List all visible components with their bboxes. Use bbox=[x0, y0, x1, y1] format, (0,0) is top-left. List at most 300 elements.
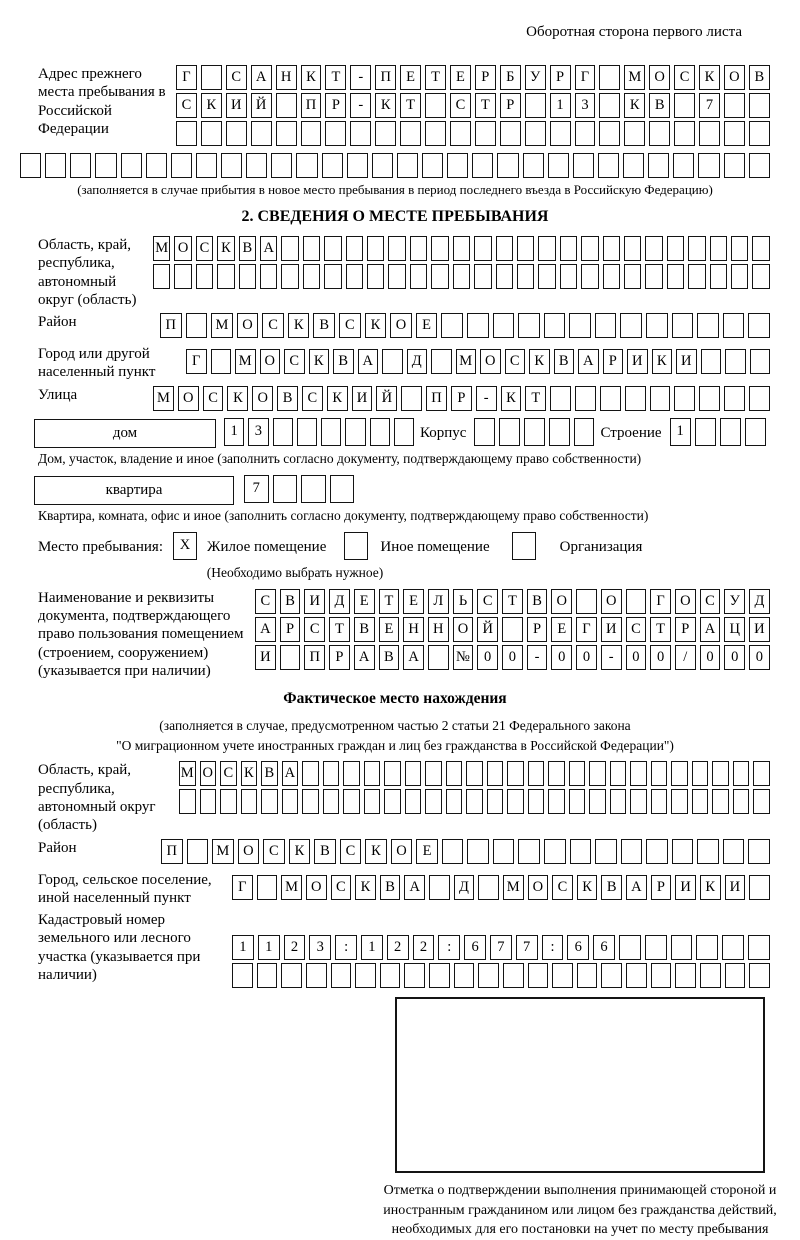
char-cell: К bbox=[624, 93, 645, 118]
char-cell bbox=[671, 761, 688, 786]
char-cell: 2 bbox=[413, 935, 435, 960]
char-cell bbox=[651, 963, 672, 988]
prev-address-row-3 bbox=[176, 121, 770, 146]
field-oblast bbox=[20, 236, 770, 309]
char-cell bbox=[525, 93, 546, 118]
char-cell: 2 bbox=[284, 935, 306, 960]
char-cell: О bbox=[237, 313, 259, 338]
char-cell bbox=[626, 589, 647, 614]
char-cell: Г bbox=[650, 589, 671, 614]
char-cell bbox=[688, 264, 705, 289]
stroenie-cells bbox=[670, 418, 766, 446]
char-cell bbox=[621, 839, 643, 864]
char-cell bbox=[753, 789, 770, 814]
char-cell bbox=[581, 236, 598, 261]
char-cell bbox=[347, 153, 368, 178]
char-cell bbox=[573, 153, 594, 178]
char-cell bbox=[425, 789, 442, 814]
char-cell bbox=[576, 589, 597, 614]
char-cell bbox=[648, 153, 669, 178]
char-cell bbox=[649, 121, 670, 146]
char-cell bbox=[701, 349, 722, 374]
char-cell: О bbox=[724, 65, 745, 90]
oblast-label: Область, край, республика, автономный округ (область) bbox=[38, 237, 137, 308]
char-cell: О bbox=[649, 65, 670, 90]
char-cell: О bbox=[601, 589, 622, 614]
char-cell bbox=[624, 121, 645, 146]
field-gorod bbox=[20, 345, 770, 382]
char-cell: А bbox=[251, 65, 272, 90]
char-cell bbox=[725, 349, 746, 374]
char-cell: : bbox=[335, 935, 357, 960]
char-cell: В bbox=[554, 349, 575, 374]
char-cell bbox=[733, 789, 750, 814]
char-cell: И bbox=[352, 386, 373, 411]
char-cell bbox=[723, 839, 745, 864]
char-cell: О bbox=[174, 236, 191, 261]
char-cell bbox=[549, 418, 570, 446]
char-cell bbox=[646, 313, 668, 338]
char-cell bbox=[720, 418, 741, 446]
fact-oblast-row-1 bbox=[179, 761, 770, 786]
char-cell bbox=[429, 875, 450, 900]
char-cell: Р bbox=[329, 645, 350, 670]
dom-box: дом bbox=[34, 419, 216, 448]
char-cell: М bbox=[503, 875, 524, 900]
char-cell: О bbox=[260, 349, 281, 374]
char-cell: А bbox=[354, 645, 375, 670]
checkbox-organizatsiya bbox=[512, 532, 536, 560]
char-cell: К bbox=[309, 349, 330, 374]
char-cell bbox=[431, 264, 448, 289]
char-cell bbox=[672, 839, 694, 864]
char-cell bbox=[446, 789, 463, 814]
char-cell: 1 bbox=[258, 935, 280, 960]
char-cell bbox=[548, 153, 569, 178]
char-cell: Г bbox=[575, 65, 596, 90]
char-cell bbox=[671, 789, 688, 814]
char-cell bbox=[712, 789, 729, 814]
char-cell: С bbox=[700, 589, 721, 614]
char-cell: И bbox=[749, 617, 770, 642]
char-cell: М bbox=[281, 875, 302, 900]
gorod-label: Город или другой населенный пункт bbox=[38, 346, 156, 381]
char-cell bbox=[303, 236, 320, 261]
korpus-cells bbox=[474, 418, 594, 446]
char-cell: 7 bbox=[244, 475, 269, 503]
char-cell bbox=[431, 236, 448, 261]
char-row bbox=[20, 153, 770, 179]
char-cell bbox=[575, 121, 596, 146]
char-cell bbox=[496, 236, 513, 261]
char-cell bbox=[696, 935, 718, 960]
char-cell: Б bbox=[500, 65, 521, 90]
char-cell: А bbox=[255, 617, 276, 642]
char-cell: В bbox=[649, 93, 670, 118]
char-cell bbox=[95, 153, 116, 178]
char-cell bbox=[260, 264, 277, 289]
field-kadastr bbox=[20, 911, 770, 991]
char-cell: Р bbox=[550, 65, 571, 90]
char-cell bbox=[673, 153, 694, 178]
char-cell: О bbox=[252, 386, 273, 411]
char-cell: К bbox=[327, 386, 348, 411]
char-cell: К bbox=[201, 93, 222, 118]
char-cell bbox=[599, 121, 620, 146]
checkbox-inoe bbox=[344, 532, 368, 560]
char-cell: В bbox=[314, 839, 336, 864]
char-cell: Е bbox=[379, 617, 400, 642]
char-cell: К bbox=[355, 875, 376, 900]
field-kvartira bbox=[20, 475, 770, 506]
char-cell bbox=[397, 153, 418, 178]
char-cell: К bbox=[501, 386, 522, 411]
char-cell: Д bbox=[329, 589, 350, 614]
char-cell bbox=[257, 963, 278, 988]
char-cell bbox=[544, 313, 566, 338]
char-cell bbox=[712, 761, 729, 786]
char-cell bbox=[499, 418, 520, 446]
char-cell bbox=[651, 789, 668, 814]
char-cell bbox=[671, 935, 693, 960]
char-cell bbox=[301, 475, 326, 503]
char-cell bbox=[487, 789, 504, 814]
char-cell bbox=[748, 935, 770, 960]
char-cell: Е bbox=[551, 617, 572, 642]
char-cell bbox=[400, 121, 421, 146]
char-cell bbox=[382, 349, 403, 374]
char-cell bbox=[271, 153, 292, 178]
char-cell bbox=[493, 839, 515, 864]
char-cell bbox=[667, 236, 684, 261]
char-cell: Ь bbox=[453, 589, 474, 614]
char-cell bbox=[251, 121, 272, 146]
char-cell bbox=[710, 236, 727, 261]
char-cell bbox=[599, 65, 620, 90]
char-cell bbox=[749, 153, 770, 178]
char-cell bbox=[675, 963, 696, 988]
char-cell: В bbox=[277, 386, 298, 411]
char-cell bbox=[610, 789, 627, 814]
char-cell: К bbox=[699, 65, 720, 90]
mesto-note: (Необходимо выбрать нужное) bbox=[206, 564, 384, 580]
char-cell: 0 bbox=[626, 645, 647, 670]
char-cell bbox=[282, 789, 299, 814]
char-cell bbox=[344, 532, 368, 560]
char-cell: П bbox=[426, 386, 447, 411]
char-cell: С bbox=[176, 93, 197, 118]
fact-gorod-label: Город, сельское поселение, иной населенный пункт bbox=[38, 871, 212, 906]
kvartira-cells bbox=[244, 475, 354, 503]
char-cell bbox=[503, 963, 524, 988]
char-cell: С bbox=[262, 313, 284, 338]
char-cell bbox=[370, 418, 390, 446]
char-cell bbox=[323, 761, 340, 786]
char-cell bbox=[674, 386, 695, 411]
char-cell: И bbox=[725, 875, 746, 900]
char-cell bbox=[196, 264, 213, 289]
char-cell bbox=[467, 839, 489, 864]
fact-raion-label: Район bbox=[38, 839, 77, 856]
char-cell: 0 bbox=[576, 645, 597, 670]
char-cell bbox=[722, 935, 744, 960]
char-cell: Е bbox=[354, 589, 375, 614]
char-cell: 6 bbox=[567, 935, 589, 960]
kvartira-box: квартира bbox=[34, 476, 234, 505]
char-cell: С bbox=[505, 349, 526, 374]
char-cell: Н bbox=[428, 617, 449, 642]
prev-address-row-2 bbox=[176, 93, 770, 118]
char-cell bbox=[496, 264, 513, 289]
char-cell: : bbox=[438, 935, 460, 960]
char-cell bbox=[550, 386, 571, 411]
char-cell bbox=[512, 532, 536, 560]
char-cell bbox=[171, 153, 192, 178]
section2-title: 2. СВЕДЕНИЯ О МЕСТЕ ПРЕБЫВАНИЯ bbox=[241, 208, 549, 225]
char-cell bbox=[324, 264, 341, 289]
page-side-note: Оборотная сторона первого листа bbox=[526, 24, 742, 40]
char-cell bbox=[257, 875, 278, 900]
char-cell bbox=[724, 386, 745, 411]
char-cell bbox=[281, 963, 302, 988]
char-cell bbox=[538, 264, 555, 289]
char-cell: П bbox=[160, 313, 182, 338]
fact-oblast-row-2 bbox=[179, 789, 770, 814]
char-cell bbox=[507, 761, 524, 786]
char-cell: Г bbox=[176, 65, 197, 90]
char-cell bbox=[570, 839, 592, 864]
char-cell: О bbox=[551, 589, 572, 614]
char-cell: Т bbox=[325, 65, 346, 90]
char-cell bbox=[241, 789, 258, 814]
char-cell bbox=[325, 121, 346, 146]
char-cell: А bbox=[282, 761, 299, 786]
char-cell: К bbox=[529, 349, 550, 374]
char-cell: 6 bbox=[464, 935, 486, 960]
char-cell: К bbox=[375, 93, 396, 118]
char-cell bbox=[372, 153, 393, 178]
char-cell bbox=[699, 121, 720, 146]
char-cell: С bbox=[302, 386, 323, 411]
char-cell bbox=[422, 153, 443, 178]
char-cell bbox=[731, 264, 748, 289]
char-cell bbox=[507, 789, 524, 814]
char-cell: Д bbox=[749, 589, 770, 614]
char-cell bbox=[603, 264, 620, 289]
char-cell: У bbox=[724, 589, 745, 614]
char-cell bbox=[187, 839, 209, 864]
char-cell bbox=[725, 963, 746, 988]
char-cell bbox=[569, 313, 591, 338]
char-cell: К bbox=[365, 839, 387, 864]
prev-address-note: (заполняется в случае прибытия в новое место пребывания в период последнего въезда в Российскую Федерацию) bbox=[77, 182, 713, 197]
char-cell: С bbox=[552, 875, 573, 900]
char-cell: Д bbox=[407, 349, 428, 374]
char-cell: 0 bbox=[551, 645, 572, 670]
char-cell: М bbox=[456, 349, 477, 374]
char-cell: Е bbox=[400, 65, 421, 90]
char-cell: Р bbox=[280, 617, 301, 642]
char-cell: Т bbox=[475, 93, 496, 118]
char-cell: С bbox=[220, 761, 237, 786]
char-cell: К bbox=[289, 839, 311, 864]
char-cell bbox=[548, 789, 565, 814]
checkbox-zhiloe bbox=[173, 532, 197, 560]
field-fact-raion bbox=[20, 839, 770, 867]
char-cell bbox=[528, 789, 545, 814]
char-cell: М bbox=[624, 65, 645, 90]
raion-row bbox=[160, 313, 770, 338]
char-cell bbox=[306, 963, 327, 988]
char-cell bbox=[220, 789, 237, 814]
char-cell: И bbox=[627, 349, 648, 374]
char-cell bbox=[303, 264, 320, 289]
char-cell bbox=[466, 761, 483, 786]
char-cell: С bbox=[196, 236, 213, 261]
char-cell: И bbox=[676, 349, 697, 374]
char-cell bbox=[401, 386, 422, 411]
char-cell: 1 bbox=[224, 418, 244, 446]
char-cell: Е bbox=[450, 65, 471, 90]
char-cell bbox=[221, 153, 242, 178]
char-cell bbox=[692, 761, 709, 786]
field-dom bbox=[20, 418, 770, 449]
char-cell: К bbox=[700, 875, 721, 900]
char-cell: Е bbox=[416, 313, 438, 338]
char-cell: 7 bbox=[516, 935, 538, 960]
char-cell bbox=[595, 313, 617, 338]
char-cell bbox=[688, 236, 705, 261]
char-cell bbox=[20, 153, 41, 178]
char-cell bbox=[345, 418, 365, 446]
char-cell bbox=[467, 313, 489, 338]
char-cell: 1 bbox=[670, 418, 691, 446]
char-cell bbox=[176, 121, 197, 146]
prev-address-row-1 bbox=[176, 65, 770, 90]
char-cell: И bbox=[304, 589, 325, 614]
char-cell: Р bbox=[527, 617, 548, 642]
char-cell: М bbox=[179, 761, 196, 786]
char-cell: Р bbox=[451, 386, 472, 411]
stamp-caption: Отметка о подтверждении выполнения принимающей стороной и иностранным гражданином или лицом без гражданства действий, необходимых для его постановки на учет по месту пребывания bbox=[383, 1183, 777, 1238]
char-cell bbox=[153, 264, 170, 289]
ulitsa-row bbox=[153, 386, 770, 411]
char-cell: 0 bbox=[650, 645, 671, 670]
char-cell bbox=[431, 349, 452, 374]
char-cell: С bbox=[226, 65, 247, 90]
char-cell: С bbox=[255, 589, 276, 614]
char-cell bbox=[569, 761, 586, 786]
char-cell: С bbox=[340, 839, 362, 864]
char-cell: О bbox=[306, 875, 327, 900]
char-cell: Т bbox=[502, 589, 523, 614]
char-cell bbox=[45, 153, 66, 178]
char-cell: С bbox=[477, 589, 498, 614]
char-cell bbox=[560, 264, 577, 289]
char-cell: 0 bbox=[724, 645, 745, 670]
char-cell bbox=[425, 761, 442, 786]
char-cell bbox=[724, 121, 745, 146]
char-cell: А bbox=[260, 236, 277, 261]
char-cell: К bbox=[288, 313, 310, 338]
char-cell: К bbox=[241, 761, 258, 786]
char-cell: Н bbox=[276, 65, 297, 90]
char-cell: Г bbox=[232, 875, 253, 900]
char-cell bbox=[697, 313, 719, 338]
fact-oblast-label: Область, край, республика, автономный округ (область) bbox=[38, 762, 156, 834]
stroenie-label: Строение bbox=[600, 424, 662, 441]
char-cell bbox=[246, 153, 267, 178]
char-cell bbox=[425, 93, 446, 118]
char-cell bbox=[296, 153, 317, 178]
char-cell bbox=[538, 236, 555, 261]
char-cell bbox=[380, 963, 401, 988]
char-cell bbox=[724, 93, 745, 118]
char-cell: К bbox=[217, 236, 234, 261]
korpus-label: Корпус bbox=[420, 424, 467, 441]
char-cell: С bbox=[450, 93, 471, 118]
char-cell bbox=[405, 761, 422, 786]
char-cell bbox=[630, 761, 647, 786]
char-cell bbox=[474, 236, 491, 261]
char-cell bbox=[528, 963, 549, 988]
char-cell: Р bbox=[651, 875, 672, 900]
kadastr-row-2 bbox=[232, 963, 770, 988]
document-row-2 bbox=[255, 617, 770, 642]
char-cell: А bbox=[403, 645, 424, 670]
char-cell bbox=[343, 761, 360, 786]
mesto-label: Место пребывания: bbox=[38, 538, 163, 555]
raion-label: Район bbox=[38, 314, 77, 331]
char-cell: Ц bbox=[724, 617, 745, 642]
char-cell: М bbox=[235, 349, 256, 374]
field-ulitsa bbox=[20, 386, 770, 414]
char-cell bbox=[699, 386, 720, 411]
char-cell: С bbox=[263, 839, 285, 864]
char-cell bbox=[581, 264, 598, 289]
char-cell bbox=[121, 153, 142, 178]
char-cell: О bbox=[675, 589, 696, 614]
opt-org-label: Организация bbox=[559, 538, 643, 555]
char-cell bbox=[748, 313, 770, 338]
char-cell bbox=[518, 313, 540, 338]
char-cell: С bbox=[203, 386, 224, 411]
char-cell: Т bbox=[425, 65, 446, 90]
oblast-row-2 bbox=[153, 264, 770, 289]
char-cell: 3 bbox=[248, 418, 268, 446]
char-cell bbox=[232, 963, 253, 988]
char-cell bbox=[574, 418, 595, 446]
char-cell bbox=[651, 761, 668, 786]
char-cell: К bbox=[365, 313, 387, 338]
char-cell: В bbox=[527, 589, 548, 614]
char-cell bbox=[674, 93, 695, 118]
char-cell: Р bbox=[675, 617, 696, 642]
fact-note bbox=[20, 716, 770, 755]
char-cell: 0 bbox=[502, 645, 523, 670]
char-cell bbox=[752, 264, 769, 289]
char-cell bbox=[346, 236, 363, 261]
char-cell bbox=[528, 761, 545, 786]
char-cell: И bbox=[226, 93, 247, 118]
char-cell bbox=[518, 839, 540, 864]
char-cell bbox=[472, 153, 493, 178]
char-cell: О bbox=[528, 875, 549, 900]
char-cell bbox=[200, 789, 217, 814]
char-cell bbox=[281, 236, 298, 261]
char-cell bbox=[710, 264, 727, 289]
char-cell: 3 bbox=[575, 93, 596, 118]
